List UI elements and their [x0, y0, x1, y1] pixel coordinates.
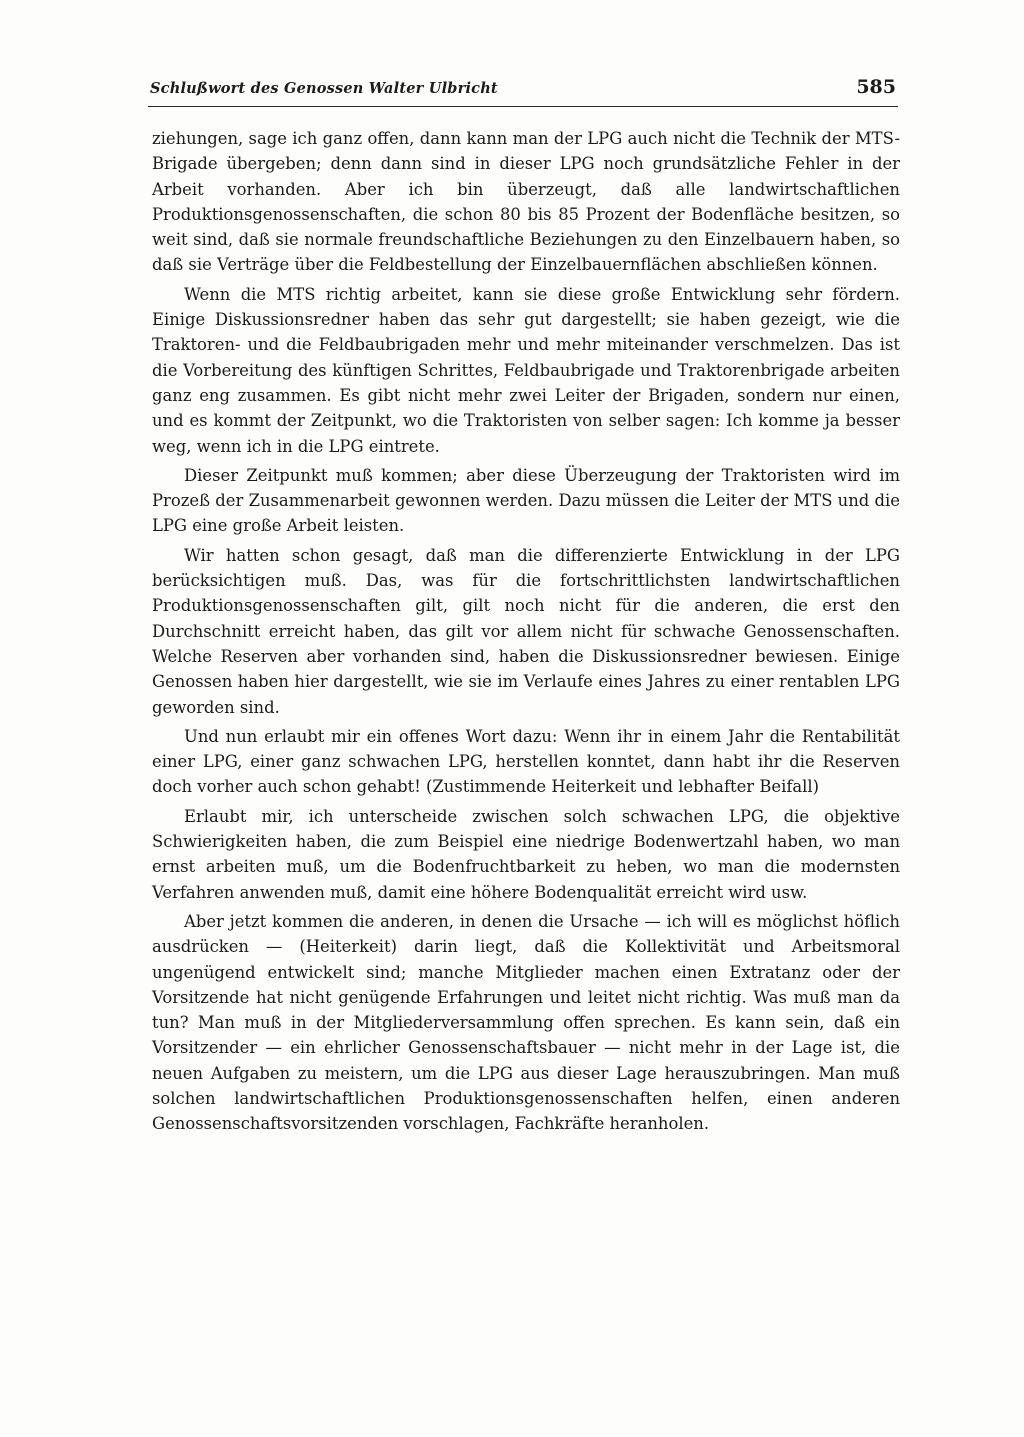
body-text — [152, 126, 900, 1141]
page-number: 585 — [856, 76, 896, 98]
running-head — [150, 76, 896, 102]
paragraph-4: Wir hatten schon gesagt, daß man die differenzierte Entwicklung in der LPG berücksichtigen muß. Das, was für die fortschrittlichsten landwirtschaftlichen Produktionsgenossenschaften gilt, gilt noch nicht für die anderen, die erst den Durchschnitt erreicht haben, das gilt vor allem nicht für schwache Genossenschaften. Welche Reserven aber vorhanden sind, haben die Diskussionsredner bewiesen. Einige Genossen haben hier dargestellt, wie sie im Verlaufe eines Jahres zu einer rentablen LPG geworden sind. — [152, 545, 900, 717]
paragraph-1: ziehungen, sage ich ganz offen, dann kann man der LPG auch nicht die Technik der MTS-Brigade übergeben; denn dann sind in dieser LPG noch grundsätzliche Fehler in der Arbeit vorhanden. Aber ich bin überzeugt, daß alle landwirtschaftlichen Produktionsgenossenschaften, die schon 80 bis 85 Prozent der Bodenfläche besitzen, so weit sind, daß sie normale freundschaftliche Beziehungen zu den Einzelbauern haben, so daß sie Verträge über die Feldbestellung der Einzelbauernflächen abschließen können. — [152, 129, 900, 275]
running-title: Schlußwort des Genossen Walter Ulbricht — [150, 80, 498, 97]
paragraph-2: Wenn die MTS richtig arbeitet, kann sie diese große Entwicklung sehr fördern. Einige Diskussionsredner haben das sehr gut dargestellt; sie haben gezeigt, wie die Traktoren- und die Feldbaubrigaden mehr und mehr miteinander verschmelzen. Das ist die Vorbereitung des künftigen Schrittes, Feldbaubrigade und Traktorenbrigade arbeiten ganz eng zusammen. Es gibt nicht mehr zwei Leiter der Brigaden, sondern nur einen, und es kommt der Zeitpunkt, wo die Traktoristen von selber sagen: Ich komme ja besser weg, wenn ich in die LPG eintrete. — [152, 284, 900, 456]
header-rule — [148, 106, 898, 107]
paragraph-3: Dieser Zeitpunkt muß kommen; aber diese Überzeugung der Traktoristen wird im Prozeß der Zusammenarbeit gewonnen werden. Dazu müssen die Leiter der MTS und die LPG eine große Arbeit leisten. — [152, 465, 900, 536]
paragraph-6: Erlaubt mir, ich unterscheide zwischen solch schwachen LPG, die objektive Schwierigkeiten haben, die zum Beispiel eine niedrige Bodenwertzahl haben, wo man ernst arbeiten muß, um die Bodenfruchtbarkeit zu heben, wo man die modernsten Verfahren anwenden muß, damit eine höhere Bodenqualität erreicht wird usw. — [152, 806, 900, 902]
paragraph-7: Aber jetzt kommen die anderen, in denen die Ursache — ich will es möglichst höflich ausdrücken — (Heiterkeit) darin liegt, daß die Kollektivität und Arbeitsmoral ungenügend entwickelt sind; manche Mitglieder machen einen Extratanz oder der Vorsitzende hat nicht genügende Erfahrungen und leitet nicht richtig. Was muß man da tun? Man muß in der Mitgliederversammlung offen sprechen. Es kann sein, daß ein Vorsitzender — ein ehrlicher Genossenschaftsbauer — nicht mehr in der Lage ist, die neuen Aufgaben zu meistern, um die LPG aus dieser Lage herauszubringen. Man muß solchen landwirtschaftlichen Produktionsgenossenschaften helfen, einen anderen Genossenschaftsvorsitzenden vorschlagen, Fachkräfte heranholen. — [152, 911, 900, 1134]
paragraph-5: Und nun erlaubt mir ein offenes Wort dazu: Wenn ihr in einem Jahr die Rentabilität einer LPG, einer ganz schwachen LPG, herstellen konntet, dann habt ihr die Reserven doch vorher auch schon gehabt! (Zustimmende Heiterkeit und lebhafter Beifall) — [152, 726, 900, 797]
